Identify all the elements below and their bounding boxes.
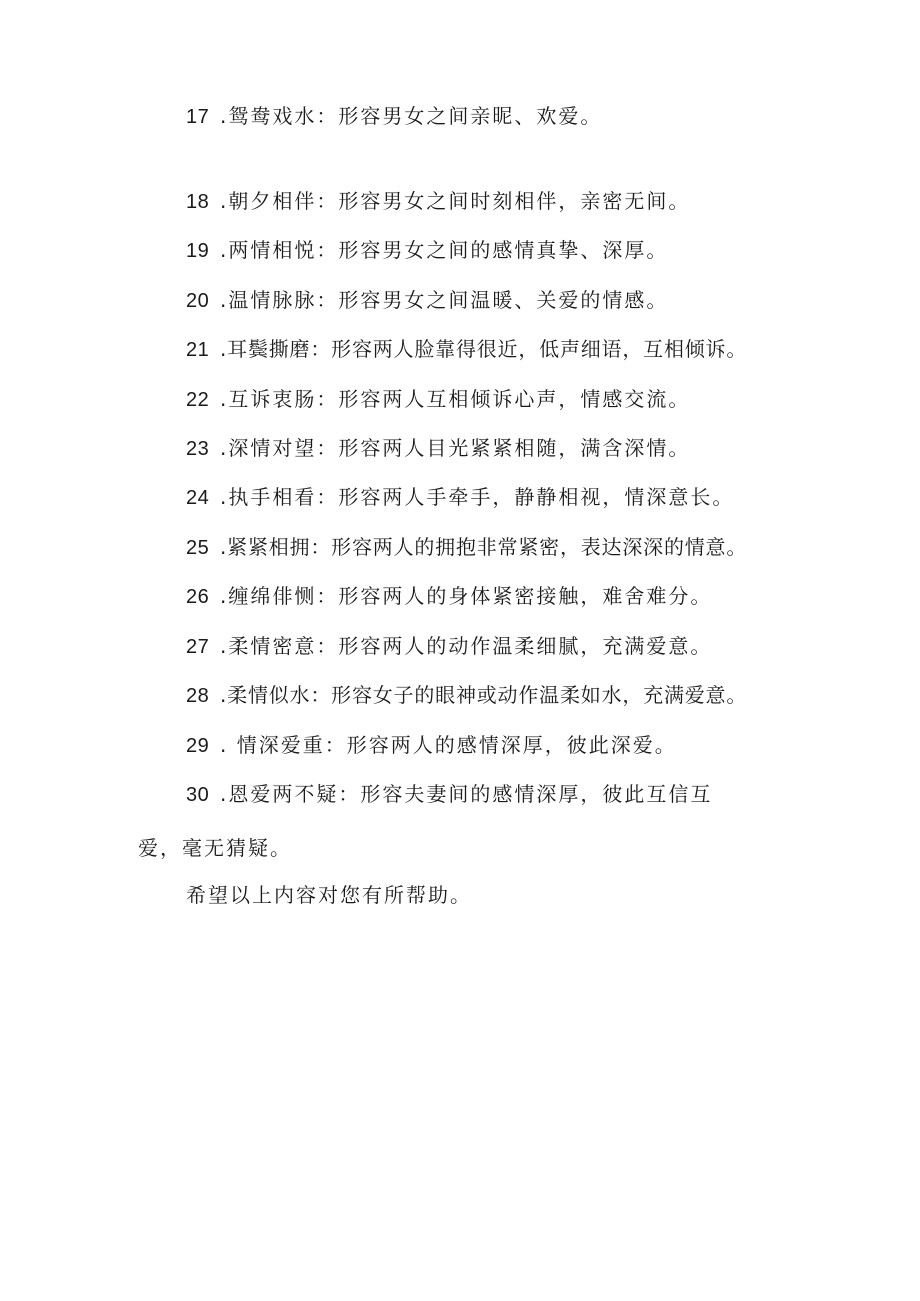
item-number: 24	[186, 487, 210, 509]
list-item-20	[186, 286, 668, 315]
item-number: 25	[186, 537, 210, 559]
item-number: 27	[186, 636, 210, 658]
item-text: .执手相看：形容两人手牵手，静静相视，情深意长。	[220, 485, 735, 509]
item-number: 17	[186, 106, 210, 128]
list-item-19	[186, 236, 668, 265]
item-text: .两情相悦：形容男女之间的感情真挚、深厚。	[220, 238, 669, 262]
item-text: .缠绵俳恻：形容两人的身体紧密接触，难舍难分。	[220, 584, 713, 608]
item-text: .柔情似水：形容女子的眼神或动作温柔如水，充满爱意。	[220, 683, 748, 707]
list-item-27	[186, 632, 712, 661]
list-item-30	[186, 780, 712, 809]
item-text: .深情对望：形容两人目光紧紧相随，满含深情。	[220, 436, 691, 460]
list-item-24	[186, 483, 734, 512]
item-number: 18	[186, 191, 210, 213]
item-text: .耳鬓撕磨：形容两人脸靠得很近，低声细语，互相倾诉。	[220, 337, 748, 361]
item-text: .互诉衷肠：形容两人互相倾诉心声，情感交流。	[220, 387, 691, 411]
item-text: .鸳鸯戏水：形容男女之间亲昵、欢爱。	[220, 104, 603, 128]
item-number: 22	[186, 389, 210, 411]
list-item-28	[186, 681, 747, 710]
item-text: .恩爱两不疑：形容夫妻间的感情深厚，彼此互信互	[220, 782, 713, 806]
item-text: .紧紧相拥：形容两人的拥抱非常紧密，表达深深的情意。	[220, 535, 748, 559]
item-30-continuation: 爱，毫无猜疑。	[138, 836, 292, 860]
list-item-21	[186, 335, 747, 364]
item-text: . 情深爱重：形容两人的感情深厚，彼此深爱。	[220, 733, 677, 757]
list-item-23	[186, 434, 690, 463]
list-item-25	[186, 533, 747, 562]
item-number: 26	[186, 586, 210, 608]
item-number: 21	[186, 339, 210, 361]
closing-text: 希望以上内容对您有所帮助。	[186, 883, 472, 907]
list-item-18	[186, 187, 690, 216]
item-text: .柔情密意：形容两人的动作温柔细腻，充满爱意。	[220, 634, 713, 658]
item-text: .朝夕相伴：形容男女之间时刻相伴，亲密无间。	[220, 189, 691, 213]
item-number: 30	[186, 784, 210, 806]
item-number: 20	[186, 290, 210, 312]
item-number: 23	[186, 438, 210, 460]
list-item-17	[186, 102, 602, 131]
item-number: 29	[186, 735, 210, 757]
list-item-29	[186, 731, 677, 760]
item-text: .温情脉脉：形容男女之间温暖、关爱的情感。	[220, 288, 669, 312]
list-item-26	[186, 582, 712, 611]
item-number: 28	[186, 685, 210, 707]
list-item-22	[186, 385, 690, 414]
item-number: 19	[186, 240, 210, 262]
